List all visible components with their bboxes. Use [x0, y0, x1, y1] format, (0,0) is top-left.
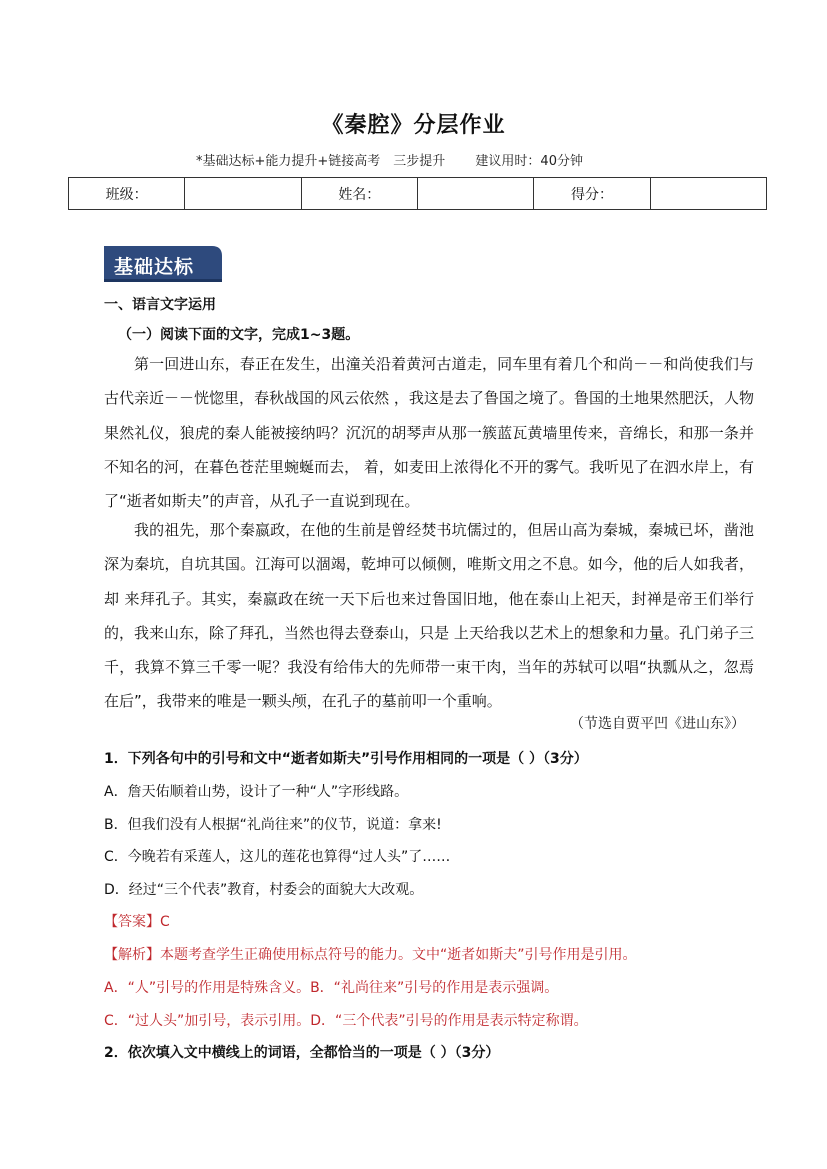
question-1-analysis-cd: C．“过人头”加引号，表示引用。D．“三个代表”引号的作用是表示特定称谓。 [104, 1013, 588, 1029]
section-subheading: （一）阅读下面的文字，完成1~3题。 [118, 327, 360, 343]
passage-paragraph-2: 我的祖先，那个秦嬴政，在他的生前是曾经焚书坑儒过的，但居山高为秦城，秦城已坏，凿池深为秦坑，自坑其国。江海可以涸竭，乾坤可以倾侧，唯斯文用之不息。如今，他的后人如我者，却 来拜孔子。其实，秦嬴政在统一天下后也来过鲁国旧地，他在泰山上祀天，封禅是帝王们举行的，我来山东，除了拜孔，当然也得去登泰山，只是 上天给我以艺术上的想象和力量。孔门弟子三千，我算不算三千零一呢？我没有给伟大的先师带一束干肉，当年的苏轼可以唱“执瓢从之，忽焉在后”，我带来的唯是一颗头颅，在孔子的墓前叩一个重响。 [104, 521, 754, 711]
score-field[interactable] [650, 178, 766, 210]
info-table [68, 177, 767, 210]
question-1-stem: 1．下列各句中的引号和文中“逝者如斯夫”引号作用相同的一项是（ ）（3分） [104, 751, 588, 767]
passage-source: （节选自贾平凹《进山东》） [570, 716, 745, 732]
page-title: 《秦腔》分层作业 [321, 113, 506, 138]
section-banner [104, 246, 222, 282]
question-1-analysis: 【解析】本题考查学生正确使用标点符号的能力。文中“逝者如斯夫”引号作用是引用。 [104, 947, 637, 963]
question-1-option-d: D．经过“三个代表”教育，村委会的面貌大大改观。 [104, 882, 424, 898]
question-2-stem: 2．依次填入文中横线上的词语，全都恰当的一项是（ ）（3分） [104, 1045, 500, 1061]
score-label: 得分： [534, 178, 650, 210]
question-1-answer: 【答案】C [104, 914, 170, 930]
name-field[interactable] [417, 178, 533, 210]
class-field[interactable] [185, 178, 301, 210]
section-heading: 一、语言文字运用 [104, 297, 216, 313]
question-1-option-c: C．今晚若有采莲人，这儿的莲花也算得“过人头”了…… [104, 849, 451, 865]
question-1-option-b: B．但我们没有人根据“礼尚往来”的仪节，说道：拿来! [104, 817, 442, 833]
banner-label: 基础达标 [114, 256, 195, 278]
name-label: 姓名： [301, 178, 417, 210]
subtitle: *基础达标+能力提升+链接高考 三步提升 建议用时：40分钟 [196, 154, 583, 169]
passage-paragraph-1: 第一回进山东，春正在发生，出潼关沿着黄河古道走，同车里有着几个和尚－－和尚使我们与古代亲近－－恍惚里，春秋战国的风云依然 ，我这是去了鲁国之境了。鲁国的土地果然肥沃，人物果然礼仪，狼虎的秦人能被接纳吗？沉沉的胡琴声从那一簇蓝瓦黄墙里传来，音绵长，和那一条并不知名的河，在暮色苍茫里蜿蜒而去， 着，如麦田上浓得化不开的雾气。我听见了在泗水岸上，有了“逝者如斯夫”的声音，从孔子一直说到现在。 [104, 355, 754, 511]
question-1-option-a: A．詹天佑顺着山势，设计了一种“人”字形线路。 [104, 784, 409, 800]
class-label: 班级： [69, 178, 185, 210]
question-1-analysis-ab: A．“人”引号的作用是特殊含义。B．“礼尚往来”引号的作用是表示强调。 [104, 980, 559, 996]
